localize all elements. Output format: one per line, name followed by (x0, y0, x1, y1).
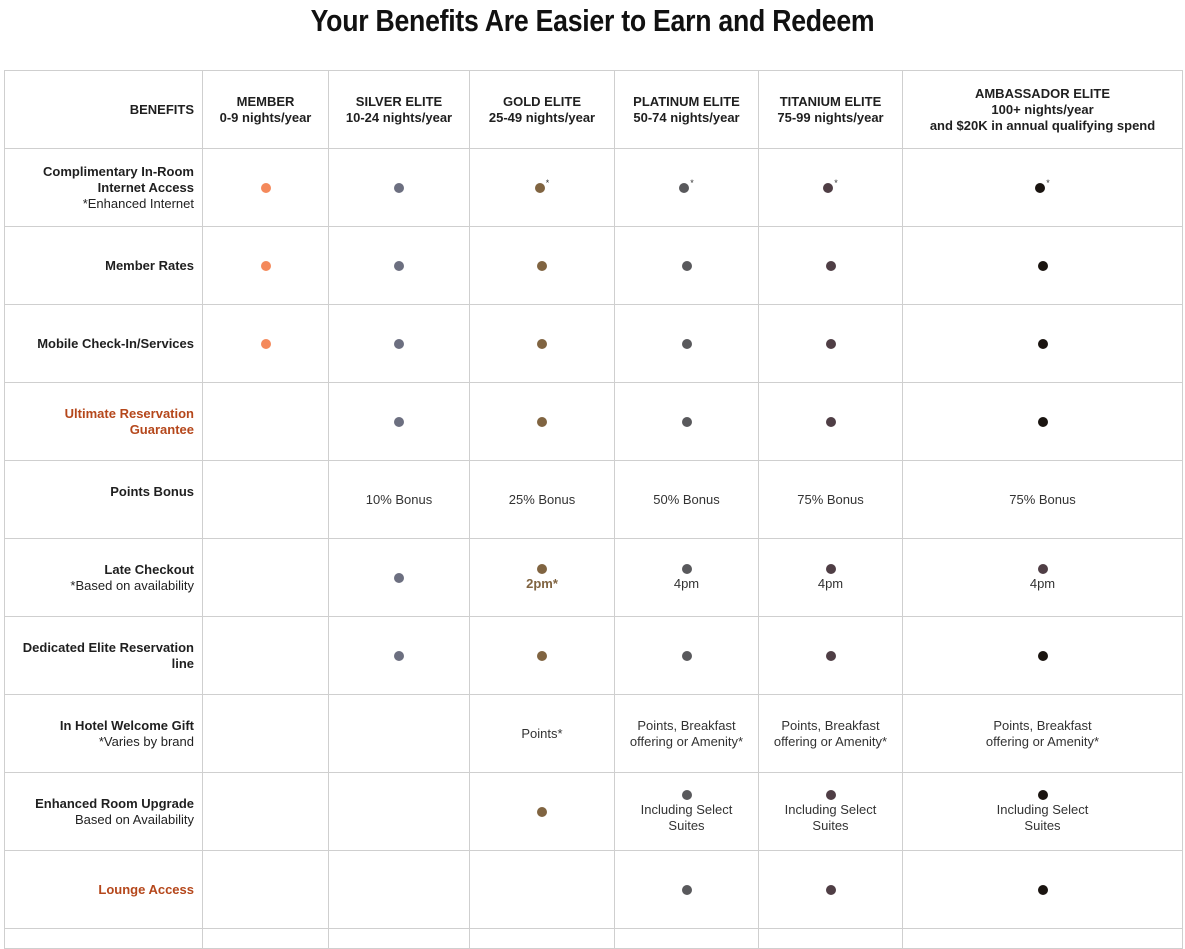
platinum-cell (615, 851, 759, 929)
header-row (5, 71, 1183, 149)
ambassador-cell (903, 617, 1183, 695)
member-cell (203, 539, 329, 617)
platinum-cell (615, 461, 759, 539)
ambassador-cell (903, 227, 1183, 305)
tier-name: GOLD ELITE (503, 93, 581, 109)
upgrade-value: Including Select Suites (640, 801, 733, 833)
benefit-label (5, 461, 203, 539)
benefit-label (5, 227, 203, 305)
included-dot-icon (394, 183, 404, 193)
included-dot-icon (682, 885, 692, 895)
asterisk: * (545, 177, 550, 188)
gold-cell (470, 695, 615, 773)
benefit-note: *Varies by brand (98, 733, 194, 749)
checkout-time: 4pm (1029, 575, 1056, 591)
titanium-cell (759, 617, 903, 695)
tier-name: AMBASSADOR ELITE (974, 85, 1111, 101)
tier-nights: 25-49 nights/year (488, 109, 596, 125)
benefit-name: Enhanced Room Upgrade (35, 795, 194, 811)
benefit-name: Late Checkout (104, 561, 194, 577)
included-dot-icon (826, 651, 836, 661)
included-dot-icon (823, 183, 833, 193)
table-row (5, 851, 1183, 929)
ambassador-cell (903, 305, 1183, 383)
points-bonus-value: 10% Bonus (365, 491, 433, 507)
silver-cell (329, 383, 470, 461)
included-dot-icon (537, 651, 547, 661)
included-dot-icon (261, 183, 271, 193)
member-cell (203, 617, 329, 695)
titanium-cell (759, 149, 903, 227)
included-dot-icon (826, 885, 836, 895)
benefit-name: Dedicated Elite Reservation line (22, 639, 194, 671)
titanium-cell (759, 851, 903, 929)
titanium-cell (759, 695, 903, 773)
included-dot-icon (682, 564, 692, 574)
included-dot-icon (394, 417, 404, 427)
benefit-name-link[interactable]: Ultimate Reservation Guarantee (64, 405, 194, 437)
benefit-note: *Based on availability (70, 577, 194, 593)
included-dot-icon (1038, 417, 1048, 427)
benefit-label (5, 773, 203, 851)
benefit-label (5, 695, 203, 773)
welcome-gift-value: Points, Breakfast offering or Amenity* (773, 717, 888, 749)
points-bonus-value: 75% Bonus (1009, 491, 1076, 507)
titanium-cell (759, 305, 903, 383)
benefit-label (5, 149, 203, 227)
included-dot-icon (826, 261, 836, 271)
included-dot-icon (394, 339, 404, 349)
tier-nights: 50-74 nights/year (633, 109, 740, 125)
ambassador-cell (903, 461, 1183, 539)
checkout-time: 4pm (817, 575, 844, 591)
benefit-label (5, 383, 203, 461)
ambassador-cell (903, 539, 1183, 617)
gold-cell (470, 773, 615, 851)
tier-name: PLATINUM ELITE (633, 93, 740, 109)
ambassador-cell (903, 773, 1183, 851)
included-dot-icon (1038, 564, 1048, 574)
included-dot-icon (682, 417, 692, 427)
included-dot-icon (537, 417, 547, 427)
benefit-note: Based on Availability (74, 811, 194, 827)
upgrade-value: Including Select Suites (784, 801, 877, 833)
gold-cell (470, 539, 615, 617)
table-row (5, 461, 1183, 539)
platinum-cell (615, 305, 759, 383)
platinum-cell (615, 773, 759, 851)
tier-header-silver (329, 71, 470, 149)
tier-header-platinum (615, 71, 759, 149)
asterisk: * (690, 177, 694, 188)
checkout-time: 2pm* (526, 575, 558, 591)
platinum-cell (615, 383, 759, 461)
table-row (5, 929, 1183, 949)
included-dot-icon (1038, 261, 1048, 271)
platinum-cell (615, 539, 759, 617)
member-cell (203, 851, 329, 929)
member-cell (203, 773, 329, 851)
table-row (5, 305, 1183, 383)
included-dot-icon (682, 790, 692, 800)
table-row (5, 539, 1183, 617)
asterisk: * (834, 177, 838, 188)
included-dot-icon (679, 183, 689, 193)
gold-cell (470, 383, 615, 461)
titanium-cell (759, 461, 903, 539)
tier-nights: 75-99 nights/year (777, 109, 884, 125)
upgrade-value: Including Select Suites (996, 801, 1089, 833)
benefit-label (5, 851, 203, 929)
benefit-label (5, 539, 203, 617)
gold-cell (470, 461, 615, 539)
gold-cell (470, 149, 615, 227)
page-title: Your Benefits Are Easier to Earn and Redeem (310, 3, 875, 38)
platinum-cell (615, 617, 759, 695)
ambassador-cell (903, 851, 1183, 929)
silver-cell (329, 539, 470, 617)
silver-cell (329, 149, 470, 227)
included-dot-icon (394, 651, 404, 661)
platinum-cell (615, 149, 759, 227)
checkout-time: 4pm (673, 575, 700, 591)
included-dot-icon (535, 183, 545, 193)
member-cell (203, 461, 329, 539)
included-dot-icon (1038, 339, 1048, 349)
table-row (5, 773, 1183, 851)
platinum-cell (615, 227, 759, 305)
included-dot-icon (826, 790, 836, 800)
benefit-name: Mobile Check-In/Services (37, 335, 194, 351)
included-dot-icon (682, 651, 692, 661)
silver-cell (329, 305, 470, 383)
tier-name: TITANIUM ELITE (779, 93, 882, 109)
included-dot-icon (537, 339, 547, 349)
gold-cell (470, 617, 615, 695)
included-dot-icon (537, 564, 547, 574)
member-cell (203, 695, 329, 773)
member-cell (203, 383, 329, 461)
silver-cell (329, 851, 470, 929)
tier-nights: 10-24 nights/year (345, 109, 453, 125)
benefit-name: In Hotel Welcome Gift (59, 717, 194, 733)
silver-cell (329, 695, 470, 773)
tier-name: SILVER ELITE (355, 93, 443, 109)
benefits-column-header: BENEFITS (5, 71, 203, 149)
included-dot-icon (1038, 651, 1048, 661)
included-dot-icon (682, 339, 692, 349)
included-dot-icon (1038, 885, 1048, 895)
benefit-name: Member Rates (105, 257, 194, 273)
welcome-gift-value: Points, Breakfast offering or Amenity* (629, 717, 744, 749)
included-dot-icon (826, 339, 836, 349)
table-row (5, 383, 1183, 461)
welcome-gift-value: Points, Breakfast offering or Amenity* (985, 717, 1100, 749)
silver-cell (329, 773, 470, 851)
gold-cell (470, 851, 615, 929)
silver-cell (329, 461, 470, 539)
benefit-name: Points Bonus (110, 483, 194, 499)
benefits-table (4, 70, 1183, 949)
platinum-cell (615, 695, 759, 773)
table-row (5, 227, 1183, 305)
tier-nights: 0-9 nights/year (219, 109, 312, 125)
ambassador-cell (903, 383, 1183, 461)
titanium-cell (759, 773, 903, 851)
gold-cell (470, 305, 615, 383)
tier-name: MEMBER (236, 93, 295, 109)
included-dot-icon (1038, 790, 1048, 800)
tier-nights: 100+ nights/year (991, 101, 1094, 117)
silver-cell (329, 617, 470, 695)
ambassador-cell (903, 695, 1183, 773)
included-dot-icon (537, 261, 547, 271)
silver-cell (329, 227, 470, 305)
table-row (5, 149, 1183, 227)
titanium-cell (759, 227, 903, 305)
included-dot-icon (261, 339, 271, 349)
tier-header-ambassador (903, 71, 1183, 149)
member-cell (203, 149, 329, 227)
table-row (5, 695, 1183, 773)
titanium-cell (759, 383, 903, 461)
points-bonus-value: 50% Bonus (653, 491, 720, 507)
table-row (5, 617, 1183, 695)
benefit-note: *Enhanced Internet (82, 195, 194, 211)
tier-spend: and $20K in annual qualifying spend (929, 117, 1156, 133)
benefit-name: Complimentary In-Room Internet Access (43, 163, 194, 195)
included-dot-icon (826, 564, 836, 574)
included-dot-icon (682, 261, 692, 271)
tier-header-gold (470, 71, 615, 149)
tier-header-titanium (759, 71, 903, 149)
included-dot-icon (394, 573, 404, 583)
tier-header-member (203, 71, 329, 149)
included-dot-icon (826, 417, 836, 427)
gold-cell (470, 227, 615, 305)
benefit-name-link[interactable]: Lounge Access (98, 881, 194, 897)
titanium-cell (759, 539, 903, 617)
benefit-label (5, 617, 203, 695)
welcome-gift-value: Points* (521, 725, 563, 741)
benefit-label (5, 305, 203, 383)
included-dot-icon (1035, 183, 1045, 193)
member-cell (203, 227, 329, 305)
member-cell (203, 305, 329, 383)
included-dot-icon (261, 261, 271, 271)
ambassador-cell (903, 149, 1183, 227)
included-dot-icon (537, 807, 547, 817)
asterisk: * (1046, 177, 1050, 188)
points-bonus-value: 25% Bonus (508, 491, 576, 507)
points-bonus-value: 75% Bonus (797, 491, 864, 507)
included-dot-icon (394, 261, 404, 271)
